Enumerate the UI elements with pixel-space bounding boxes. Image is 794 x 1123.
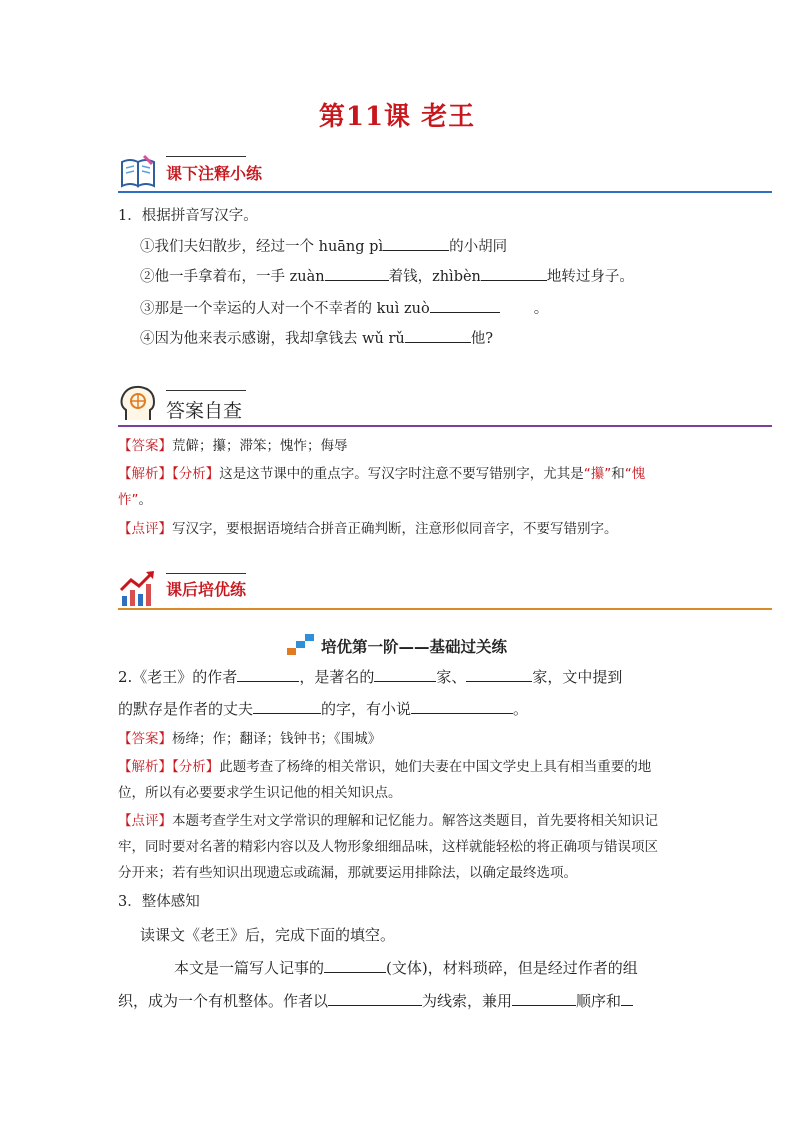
page-title: 第11课 老王: [318, 102, 476, 132]
section-overline: [166, 390, 246, 391]
comment-1: 【点评】写汉字，要根据语境结合拼音正确判断，注意形似同音字，不要写错别字。: [118, 521, 618, 537]
answer-blank[interactable]: [512, 991, 576, 1006]
answer-blank[interactable]: [253, 699, 321, 714]
analysis-2: 【解析】【分析】此题考查了杨绛的相关常识，她们夫妻在中国文学史上具有相当重要的地: [118, 759, 652, 775]
book-icon: [118, 152, 158, 192]
question-1-item-2: ②他一手拿着布，一手 zuàn 着钱，zhìbèn 地转过身子。: [140, 266, 634, 287]
head-icon: [118, 384, 158, 424]
section-divider: [118, 425, 772, 427]
answer-1: 【答案】荒僻；攥；滞笨；愧怍；侮辱: [118, 438, 348, 454]
sub-heading: 培优第一阶——基础过关练: [0, 632, 794, 657]
question-1-item-3: ③那是一个幸运的人对一个不幸者的 kuì zuò 。: [140, 298, 548, 319]
analysis-1: 【解析】【分析】这是这节课中的重点字。写汉字时注意不要写错别字，尤其是“攥”和“愧: [118, 466, 646, 482]
comment-2-cont-1: 牢，同时要对名著的精彩内容以及人物形象细细品味，这样就能轻松的将正确项与错误项区: [118, 839, 658, 855]
section-divider: [118, 191, 772, 193]
question-2-line-1: 2.《老王》的作者 ，是著名的 家、 家，文中提到: [118, 668, 623, 686]
section-title: 课后培优练: [166, 580, 247, 599]
question-1-item-1: ①我们夫妇散步，经过一个 huāng pì 的小胡同: [140, 236, 507, 257]
comment-2-cont-2: 分开来；若有些知识出现遗忘或疏漏，那就要运用排除法，以确定最终选项。: [118, 865, 577, 881]
answer-blank[interactable]: [237, 667, 299, 682]
section-title: 答案自查: [166, 400, 243, 422]
analysis-2-cont: 位，所以有必要要求学生识记他的相关知识点。: [118, 785, 402, 801]
answer-2: 【答案】杨绛；作；翻译；钱钟书；《围城》: [118, 731, 382, 747]
section-title: 课下注释小练: [166, 164, 263, 183]
answer-blank[interactable]: [328, 991, 422, 1006]
section-header-answers: [118, 384, 772, 434]
section-overline: [166, 156, 246, 157]
section-divider: [118, 608, 772, 610]
answer-blank[interactable]: [324, 958, 386, 973]
question-1-item-4: ④因为他来表示感谢，我却拿钱去 wǔ rǔ 他?: [140, 328, 493, 349]
section-overline: [166, 573, 246, 574]
answer-blank[interactable]: [383, 236, 449, 251]
analysis-1-cont: 怍”。: [118, 492, 152, 508]
answer-blank[interactable]: [374, 667, 436, 682]
answer-blank[interactable]: [411, 699, 513, 714]
comment-2: 【点评】本题考查学生对文学常识的理解和记忆能力。解答这类题目，首先要将相关知识记: [118, 813, 658, 829]
question-2-line-2: 的默存是作者的丈夫 的字，有小说 。: [118, 700, 529, 718]
question-3-para-line-1: 本文是一篇写人记事的 (文体)，材料琐碎，但是经过作者的组: [174, 959, 638, 977]
question-3-intro: 读课文《老王》后，完成下面的填空。: [140, 926, 396, 944]
answer-blank[interactable]: [430, 298, 500, 313]
question-3-para-line-2: 织，成为一个有机整体。作者以 为线索，兼用 顺序和: [118, 991, 633, 1011]
question-1-prompt: 1．根据拼音写汉字。: [118, 208, 258, 224]
section-header-advanced: [118, 568, 772, 618]
stairs-icon: [287, 632, 317, 656]
answer-blank[interactable]: [466, 667, 532, 682]
growth-chart-icon: [118, 568, 158, 608]
question-3-title: 3．整体感知: [118, 894, 200, 910]
answer-blank[interactable]: [325, 266, 389, 281]
answer-blank[interactable]: [481, 266, 547, 281]
answer-blank[interactable]: [405, 328, 471, 343]
section-header-practice: [118, 152, 772, 202]
answer-blank[interactable]: [621, 991, 633, 1006]
